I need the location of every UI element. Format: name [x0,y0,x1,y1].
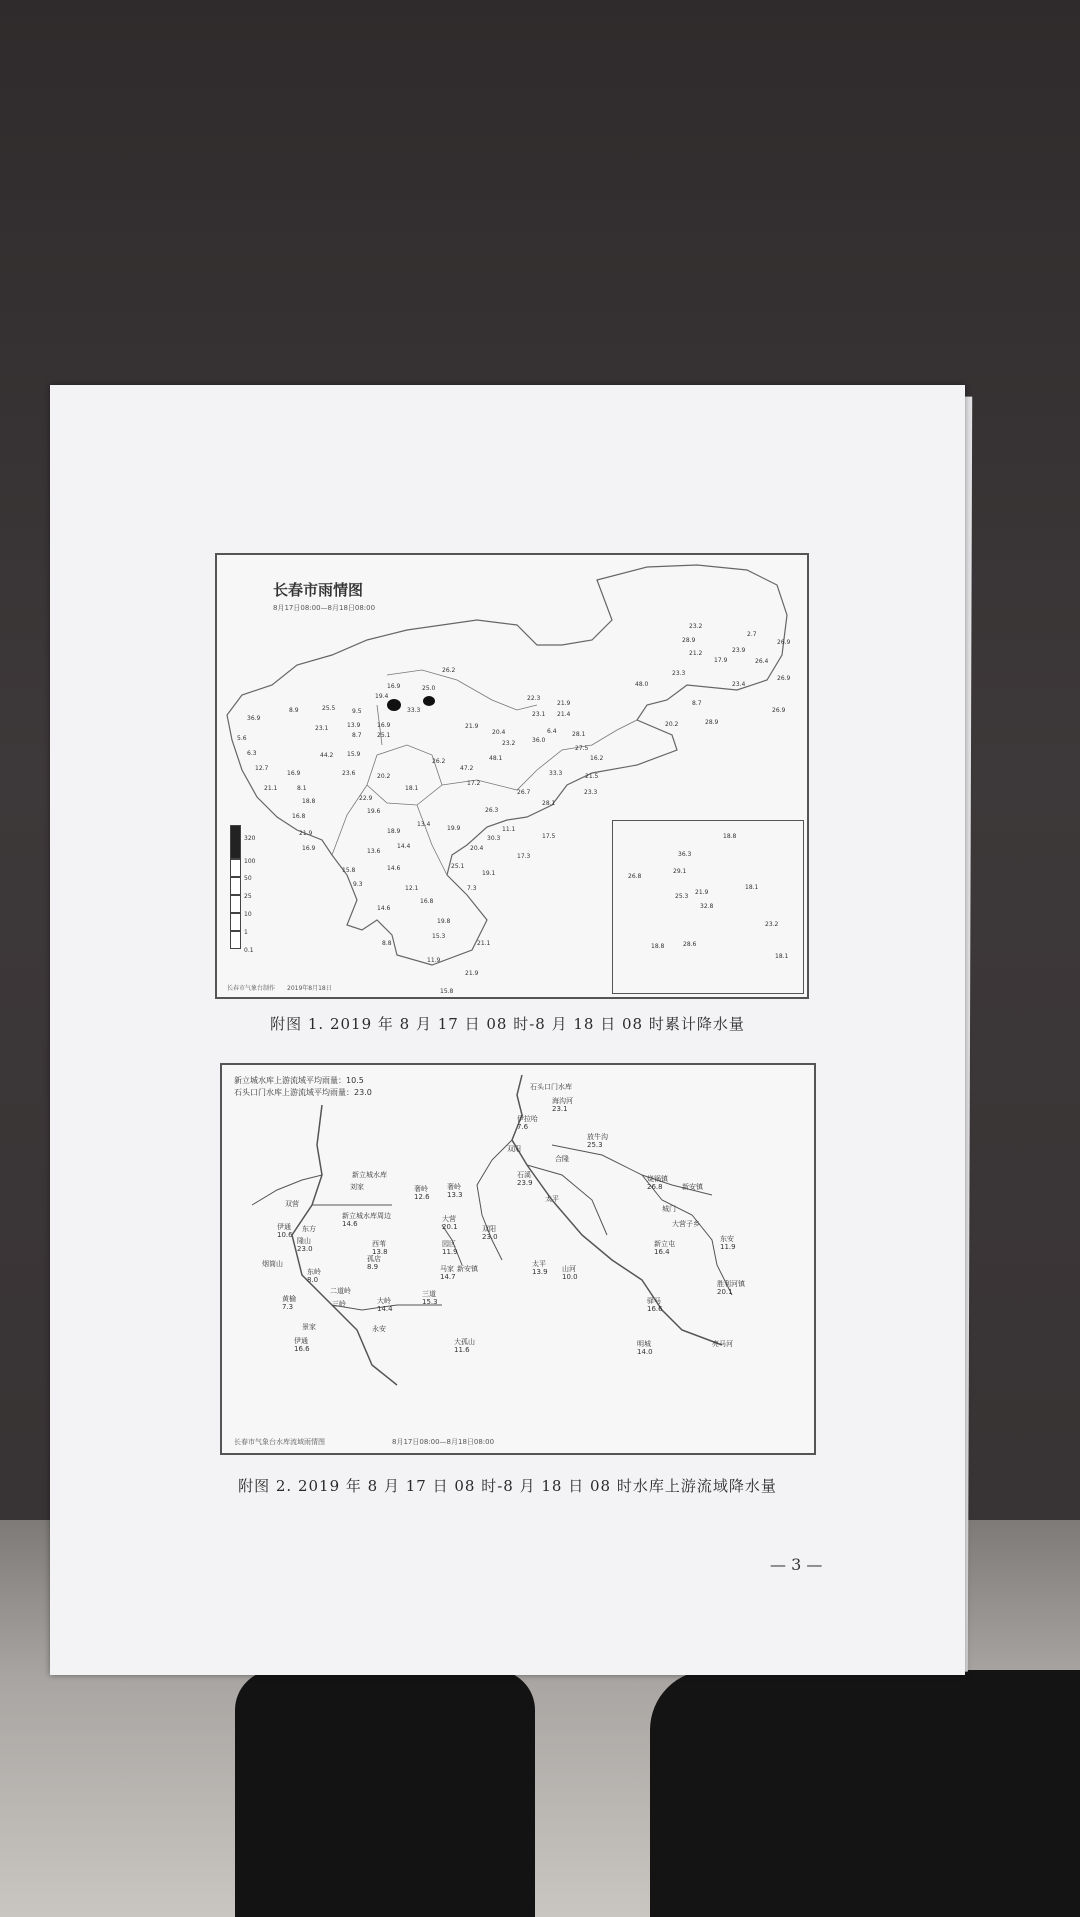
map-footer-left: 长春市气象台制作 [227,985,276,992]
rainfall-value: 21.5 [585,773,599,780]
station-name: 明城 [637,1340,651,1348]
rainfall-value: 25.5 [322,705,336,712]
rainfall-value: 21.9 [465,970,479,977]
rainfall-value: 48.0 [635,681,649,688]
rainfall-value: 8.8 [382,940,392,947]
station-label [720,1235,736,1251]
station-label [682,1183,703,1191]
inset-rainfall-value: 36.3 [678,851,692,858]
station-name: 伊拉哈 [517,1115,538,1123]
inset-map [612,820,804,994]
figure-2-caption: 附图 2. 2019 年 8 月 17 日 08 时-8 月 18 日 08 时水库上游流域降水量 [238,1477,777,1495]
rainfall-value: 2.7 [747,631,757,638]
map-title: 长春市雨情图 [273,581,364,599]
station-label [442,1240,458,1256]
station-name: 石溪 [517,1171,531,1179]
inset-rainfall-value: 29.1 [673,868,687,875]
rainfall-value: 16.9 [302,845,316,852]
station-label [447,1183,463,1199]
legend-value: 50 [244,875,252,882]
station-label [662,1205,676,1213]
station-name: 放牛沟 [587,1133,608,1141]
station-name: 亮马河 [712,1340,733,1348]
rainfall-value: 21.2 [689,650,703,657]
station-label [302,1323,316,1331]
station-label [532,1260,548,1276]
rainfall-value: 12.7 [255,765,269,772]
station-name: 烧锅镇 [647,1175,668,1183]
station-label [367,1255,381,1271]
station-name: 新立屯 [654,1240,675,1248]
rainfall-value: 18.8 [302,798,316,805]
rainfall-value: 28.9 [682,637,696,644]
station-name: 刘家 [350,1183,364,1191]
station-name: 永安 [372,1325,386,1333]
station-name: 胜利河镇 [717,1280,745,1288]
rainfall-value: 6.3 [247,750,257,757]
rainfall-value: 16.9 [377,722,391,729]
station-value: 12.6 [414,1193,430,1201]
rainfall-value: 20.2 [665,721,679,728]
station-value: 26.8 [647,1183,663,1191]
station-name: 大营子乡 [672,1220,700,1228]
station-label [562,1265,578,1281]
rainfall-value: 20.2 [377,773,391,780]
station-value: 25.3 [587,1141,603,1149]
shitoukoumen-basin-average: 石头口门水库上游流域平均雨量：23.0 [234,1088,372,1097]
station-name: 山河 [562,1265,576,1273]
station-name: 太平 [545,1195,559,1203]
basin-map-footer-left: 长春市气象台水库流域雨情图 [234,1438,325,1446]
inset-rainfall-value: 32.8 [700,903,714,910]
rainfall-value: 23.3 [584,789,598,796]
rainfall-value: 16.9 [287,770,301,777]
xinlicheng-basin-average: 新立城水库上游流域平均雨量：10.5 [234,1076,364,1085]
station-label [647,1297,663,1313]
rainfall-value: 8.9 [289,707,299,714]
legend-value: 1 [244,929,248,936]
station-name: 城门 [662,1205,676,1213]
station-name: 大岭 [377,1297,391,1305]
rainfall-value: 8.7 [692,700,702,707]
station-name: 奢岭 [414,1185,428,1193]
rainfall-value: 17.9 [714,657,728,664]
station-value: 13.3 [447,1191,463,1199]
station-name: 海沟河 [552,1097,573,1105]
station-value: 14.0 [637,1348,653,1356]
station-name: 大营 [442,1215,456,1223]
rainfall-value: 19.6 [367,808,381,815]
rainfall-value: 44.2 [320,752,334,759]
station-label [717,1280,745,1296]
station-label [372,1325,386,1333]
station-label [545,1195,559,1203]
basin-map-footer-right: 8月17日08:00—8月18日08:00 [392,1438,495,1446]
station-name: 东安 [720,1235,734,1243]
rainfall-value: 28.9 [705,719,719,726]
station-label [712,1340,733,1348]
rainfall-value: 15.8 [440,988,454,995]
station-name: 孤店 [367,1255,381,1263]
inset-rainfall-value: 18.1 [775,953,789,960]
rainfall-value: 25.0 [422,685,436,692]
rainfall-value: 21.1 [477,940,491,947]
station-name: 景家 [302,1323,316,1331]
inset-rainfall-value: 18.8 [651,943,665,950]
rainfall-value: 28.1 [542,800,556,807]
heavy-rain-spot-1 [387,699,401,711]
station-name: 园区 [442,1240,456,1248]
rainfall-value: 20.4 [470,845,484,852]
document-page [50,385,965,1675]
inset-rainfall-value: 28.6 [683,941,697,948]
station-name: 双阳 [507,1145,521,1153]
rainfall-map-figure [215,553,809,999]
station-value: 13.8 [372,1248,388,1256]
rainfall-value: 23.1 [315,725,329,732]
station-label [647,1175,668,1191]
rainfall-value: 17.5 [542,833,556,840]
inset-rainfall-value: 18.8 [723,833,737,840]
rainfall-value: 16.8 [292,813,306,820]
station-label [307,1268,321,1284]
inset-rainfall-value: 21.9 [695,889,709,896]
inset-rainfall-value: 26.8 [628,873,642,880]
rainfall-value: 16.2 [590,755,604,762]
rainfall-value: 15.3 [432,933,446,940]
rainfall-value: 36.9 [247,715,261,722]
trouser-leg-left [235,1670,535,1917]
station-name: 新安镇 [682,1183,703,1191]
rainfall-value: 14.4 [397,843,411,850]
rainfall-value: 23.2 [502,740,516,747]
rainfall-value: 21.1 [264,785,278,792]
rainfall-value: 16.9 [387,683,401,690]
station-label [294,1337,310,1353]
station-value: 15.3 [422,1298,438,1306]
legend-value: 320 [244,835,256,842]
station-name: 太平 [532,1260,546,1268]
station-label [555,1155,569,1163]
station-value: 16.4 [654,1248,670,1256]
rainfall-value: 19.4 [375,693,389,700]
rainfall-value: 19.9 [447,825,461,832]
rainfall-value: 17.3 [517,853,531,860]
station-value: 23.9 [517,1179,533,1187]
station-value: 10.0 [562,1273,578,1281]
station-label [637,1340,653,1356]
station-name: 黄榆 [282,1295,296,1303]
station-name: 伊通 [294,1337,308,1345]
station-value: 13.9 [532,1268,548,1276]
station-value: 14.7 [440,1273,456,1281]
station-value: 11.9 [720,1243,736,1251]
rainfall-value: 6.4 [547,728,557,735]
station-name: 伊通 [277,1223,291,1231]
station-label [482,1225,498,1241]
rainfall-value: 5.6 [237,735,247,742]
rainfall-value: 18.1 [405,785,419,792]
rainfall-value: 20.4 [492,729,506,736]
station-label [517,1171,533,1187]
station-value: 10.6 [277,1231,293,1239]
rainfall-value: 19.8 [437,918,451,925]
station-label [530,1083,572,1091]
station-value: 11.6 [454,1346,470,1354]
legend-value: 25 [244,893,252,900]
rainfall-value: 21.4 [557,711,571,718]
rainfall-value: 14.6 [387,865,401,872]
station-name: 西苇 [372,1240,386,1248]
station-label [350,1183,364,1191]
rainfall-value: 33.3 [549,770,563,777]
rainfall-value: 9.3 [353,881,363,888]
inset-rainfall-value: 23.2 [765,921,779,928]
station-label [422,1290,438,1306]
rainfall-value: 17.2 [467,780,481,787]
station-name: 二道岭 [330,1287,351,1295]
station-label [262,1260,283,1268]
station-label [517,1115,538,1131]
station-value: 16.6 [294,1345,310,1353]
rainfall-value: 15.9 [347,751,361,758]
station-value: 7.3 [282,1303,294,1311]
station-name: 大孤山 [454,1338,475,1346]
station-label [282,1295,296,1311]
station-label [352,1171,387,1179]
station-value: 16.6 [647,1305,663,1313]
station-value: 23.1 [552,1105,568,1113]
rainfall-value: 22.9 [359,795,373,802]
station-value: 20.1 [717,1288,733,1296]
station-name: 驿马 [647,1297,661,1305]
rainfall-value: 23.1 [532,711,546,718]
rainfall-value: 26.9 [777,675,791,682]
station-label [297,1237,313,1253]
station-label [442,1215,458,1231]
station-value: 8.0 [307,1276,319,1284]
station-name: 新立城水库 [352,1171,387,1179]
rainfall-value: 14.6 [377,905,391,912]
station-label [277,1223,293,1239]
reservoir-rainfall-figure [220,1063,816,1455]
station-label [285,1200,299,1208]
station-value: 7.6 [517,1123,529,1131]
rainfall-value: 23.3 [672,670,686,677]
station-value: 20.1 [442,1223,458,1231]
rainfall-value: 25.1 [451,863,465,870]
station-name: 奢岭 [447,1183,461,1191]
rainfall-value: 18.9 [387,828,401,835]
station-value: 23.0 [482,1233,498,1241]
station-name: 双阳 [482,1225,496,1233]
rainfall-value: 9.5 [352,708,362,715]
station-name: 东方 [302,1225,316,1233]
station-name: 新安镇 [457,1265,478,1273]
rainfall-value: 15.8 [342,867,356,874]
rainfall-value: 23.9 [732,647,746,654]
station-label [342,1212,391,1228]
rainfall-value: 26.2 [432,758,446,765]
figure-1-caption: 附图 1. 2019 年 8 月 17 日 08 时-8 月 18 日 08 时累计降水量 [270,1015,745,1033]
rainfall-value: 11.1 [502,826,516,833]
station-label [332,1300,346,1308]
rainfall-value: 13.4 [417,821,431,828]
rainfall-value: 36.0 [532,737,546,744]
legend-value: 100 [244,858,256,865]
station-value: 14.6 [342,1220,358,1228]
map-footer-date: 2019年8月18日 [287,985,332,992]
station-name: 烟筒山 [262,1260,283,1268]
station-label [330,1287,351,1295]
rainfall-value: 23.2 [689,623,703,630]
rainfall-value: 11.9 [427,957,441,964]
legend-value: 10 [244,911,252,918]
rainfall-value: 26.4 [755,658,769,665]
station-label [414,1185,430,1201]
rainfall-value: 19.1 [482,870,496,877]
station-name: 石头口门水库 [530,1083,572,1091]
station-label [302,1225,316,1233]
rainfall-value: 26.9 [777,639,791,646]
station-name: 马家 [440,1265,454,1273]
heavy-rain-spot-2 [423,696,435,706]
rainfall-value: 23.4 [732,681,746,688]
station-label [457,1265,478,1273]
inset-rainfall-value: 18.1 [745,884,759,891]
rainfall-value: 27.5 [575,745,589,752]
rainfall-value: 22.3 [527,695,541,702]
rainfall-value: 12.1 [405,885,419,892]
rainfall-value: 48.1 [489,755,503,762]
station-label [672,1220,700,1228]
rainfall-value: 13.6 [367,848,381,855]
rainfall-value: 25.1 [377,732,391,739]
station-label [377,1297,393,1313]
station-name: 三岭 [332,1300,346,1308]
rainfall-value: 26.7 [517,789,531,796]
station-name: 东岭 [307,1268,321,1276]
rainfall-value: 21.9 [465,723,479,730]
station-value: 23.0 [297,1245,313,1253]
station-name: 三道 [422,1290,436,1298]
station-label [507,1145,521,1153]
rainfall-value: 26.2 [442,667,456,674]
rainfall-value: 7.3 [467,885,477,892]
station-label [654,1240,675,1256]
rainfall-value: 8.7 [352,732,362,739]
station-value: 14.4 [377,1305,393,1313]
station-label [587,1133,608,1149]
rainfall-value: 21.9 [557,700,571,707]
rainfall-value: 23.6 [342,770,356,777]
inset-rainfall-value: 25.3 [675,893,689,900]
map-subtitle: 8月17日08:00—8月18日08:00 [273,604,376,612]
station-label [454,1338,475,1354]
rainfall-value: 13.9 [347,722,361,729]
rainfall-value: 30.3 [487,835,501,842]
station-value: 8.9 [367,1263,379,1271]
trouser-leg-right [650,1670,1080,1917]
rainfall-value: 21.9 [299,830,313,837]
rainfall-legend [230,825,266,965]
station-label [372,1240,388,1256]
rainfall-value: 33.3 [407,707,421,714]
station-value: 11.9 [442,1248,458,1256]
rainfall-value: 16.8 [420,898,434,905]
station-label [552,1097,573,1113]
rainfall-value: 28.1 [572,731,586,738]
station-label [440,1265,456,1281]
rainfall-value: 26.9 [772,707,786,714]
station-name: 合隆 [555,1155,569,1163]
rainfall-value: 26.3 [485,807,499,814]
station-name: 隆山 [297,1237,311,1245]
station-name: 新立城水库周边 [342,1212,391,1220]
page-number: — 3 — [770,1555,823,1574]
station-name: 双营 [285,1200,299,1208]
rainfall-value: 8.1 [297,785,307,792]
legend-value: 0.1 [244,947,254,954]
rainfall-value: 47.2 [460,765,474,772]
